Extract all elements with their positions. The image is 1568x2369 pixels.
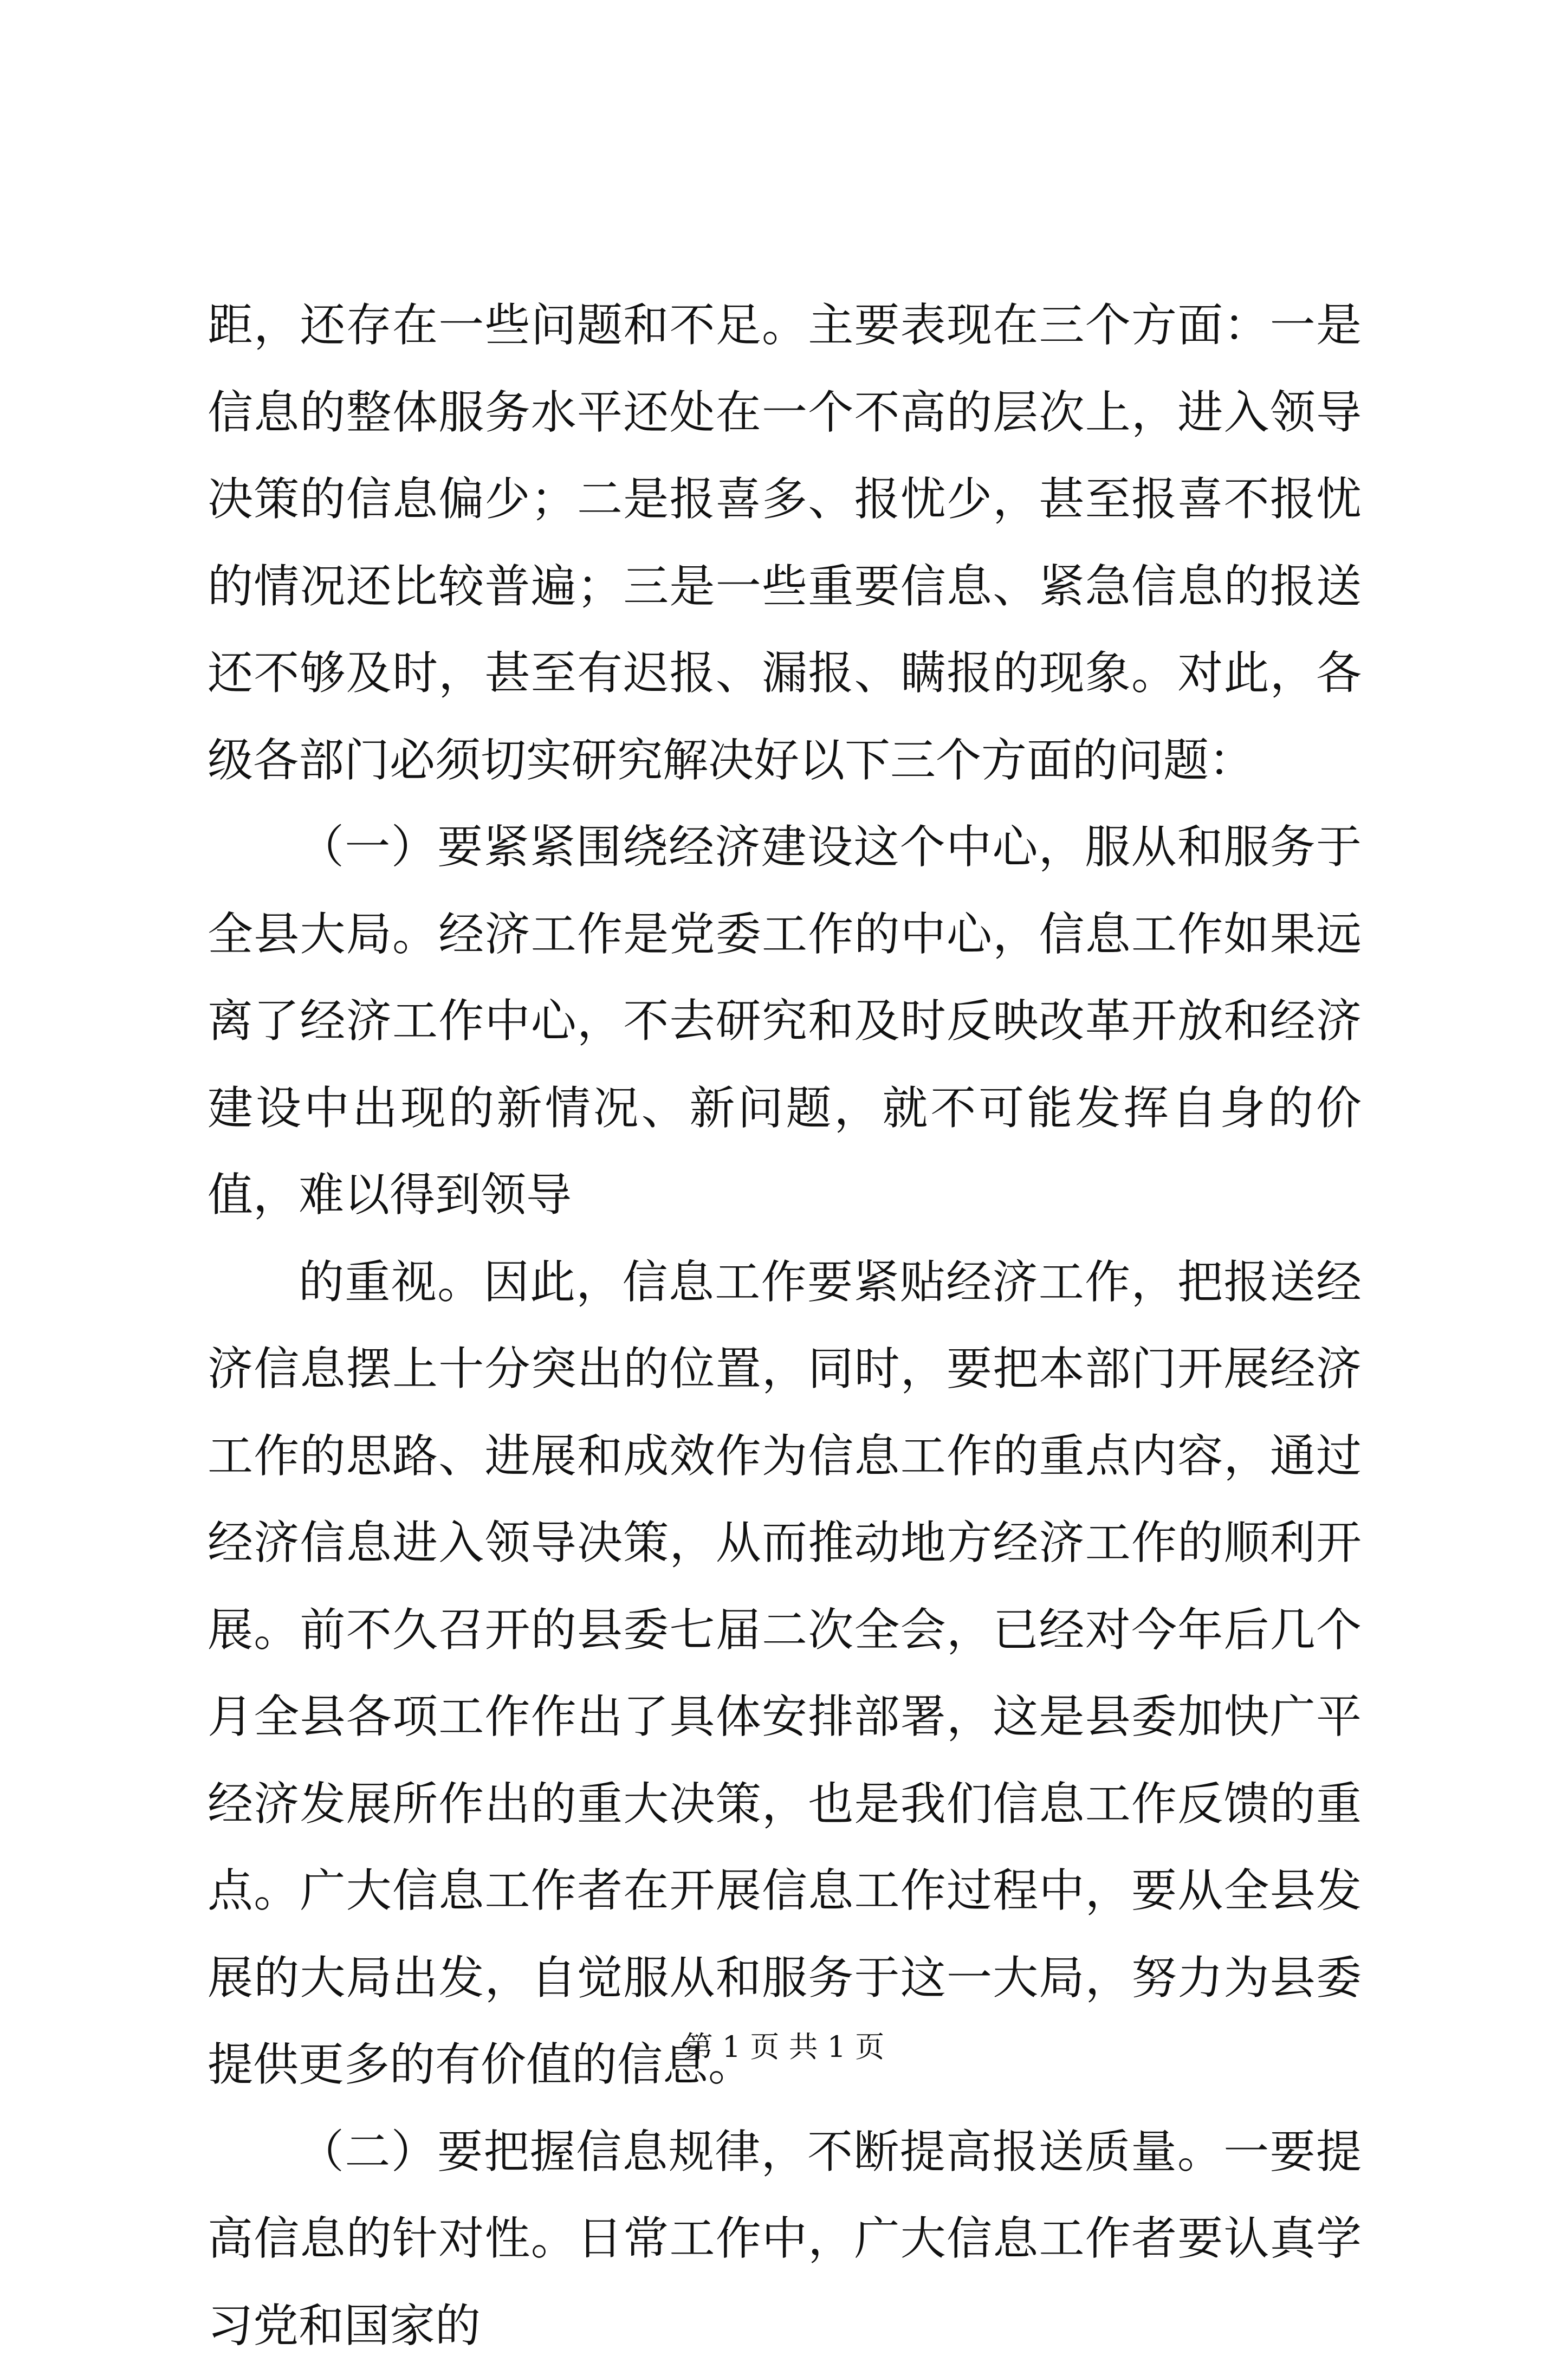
paragraph-section-one: （一）要紧紧围绕经济建设这个中心，服从和服务于全县大局。经济工作是党委工作的中心，信息工作如果远离了经济工作中心，不去研究和及时反映改革开放和经济建设中出现的新情况、新问题，就不可能发挥自身的价值，难以得到领导 [208, 804, 1362, 1239]
page-number-footer: 第 1 页 共 1 页 [0, 2024, 1568, 2066]
paragraph-economic-focus: 的重视。因此，信息工作要紧贴经济工作，把报送经济信息摆上十分突出的位置，同时，要把本部门开展经济工作的思路、进展和成效作为信息工作的重点内容，通过经济信息进入领导决策，从而推动地方经济工作的顺利开展。前不久召开的县委七届二次全会，已经对今年后几个月全县各项工作作出了具体安排部署，这是县委加快广平经济发展所作出的重大决策，也是我们信息工作反馈的重点。广大信息工作者在开展信息工作过程中，要从全县发展的大局出发，自觉服从和服务于这一大局，努力为县委提供更多的有价值的信息。 [208, 1239, 1362, 2108]
paragraph-section-two: （二）要把握信息规律，不断提高报送质量。一要提高信息的针对性。日常工作中，广大信息工作者要认真学习党和国家的 [208, 2108, 1362, 2369]
paragraph-continuation: 距，还存在一些问题和不足。主要表现在三个方面：一是信息的整体服务水平还处在一个不高的层次上，进入领导决策的信息偏少；二是报喜多、报忧少，甚至报喜不报忧的情况还比较普遍；三是一些重要信息、紧急信息的报送还不够及时，甚至有迟报、漏报、瞒报的现象。对此，各级各部门必须切实研究解决好以下三个方面的问题： [208, 282, 1362, 804]
